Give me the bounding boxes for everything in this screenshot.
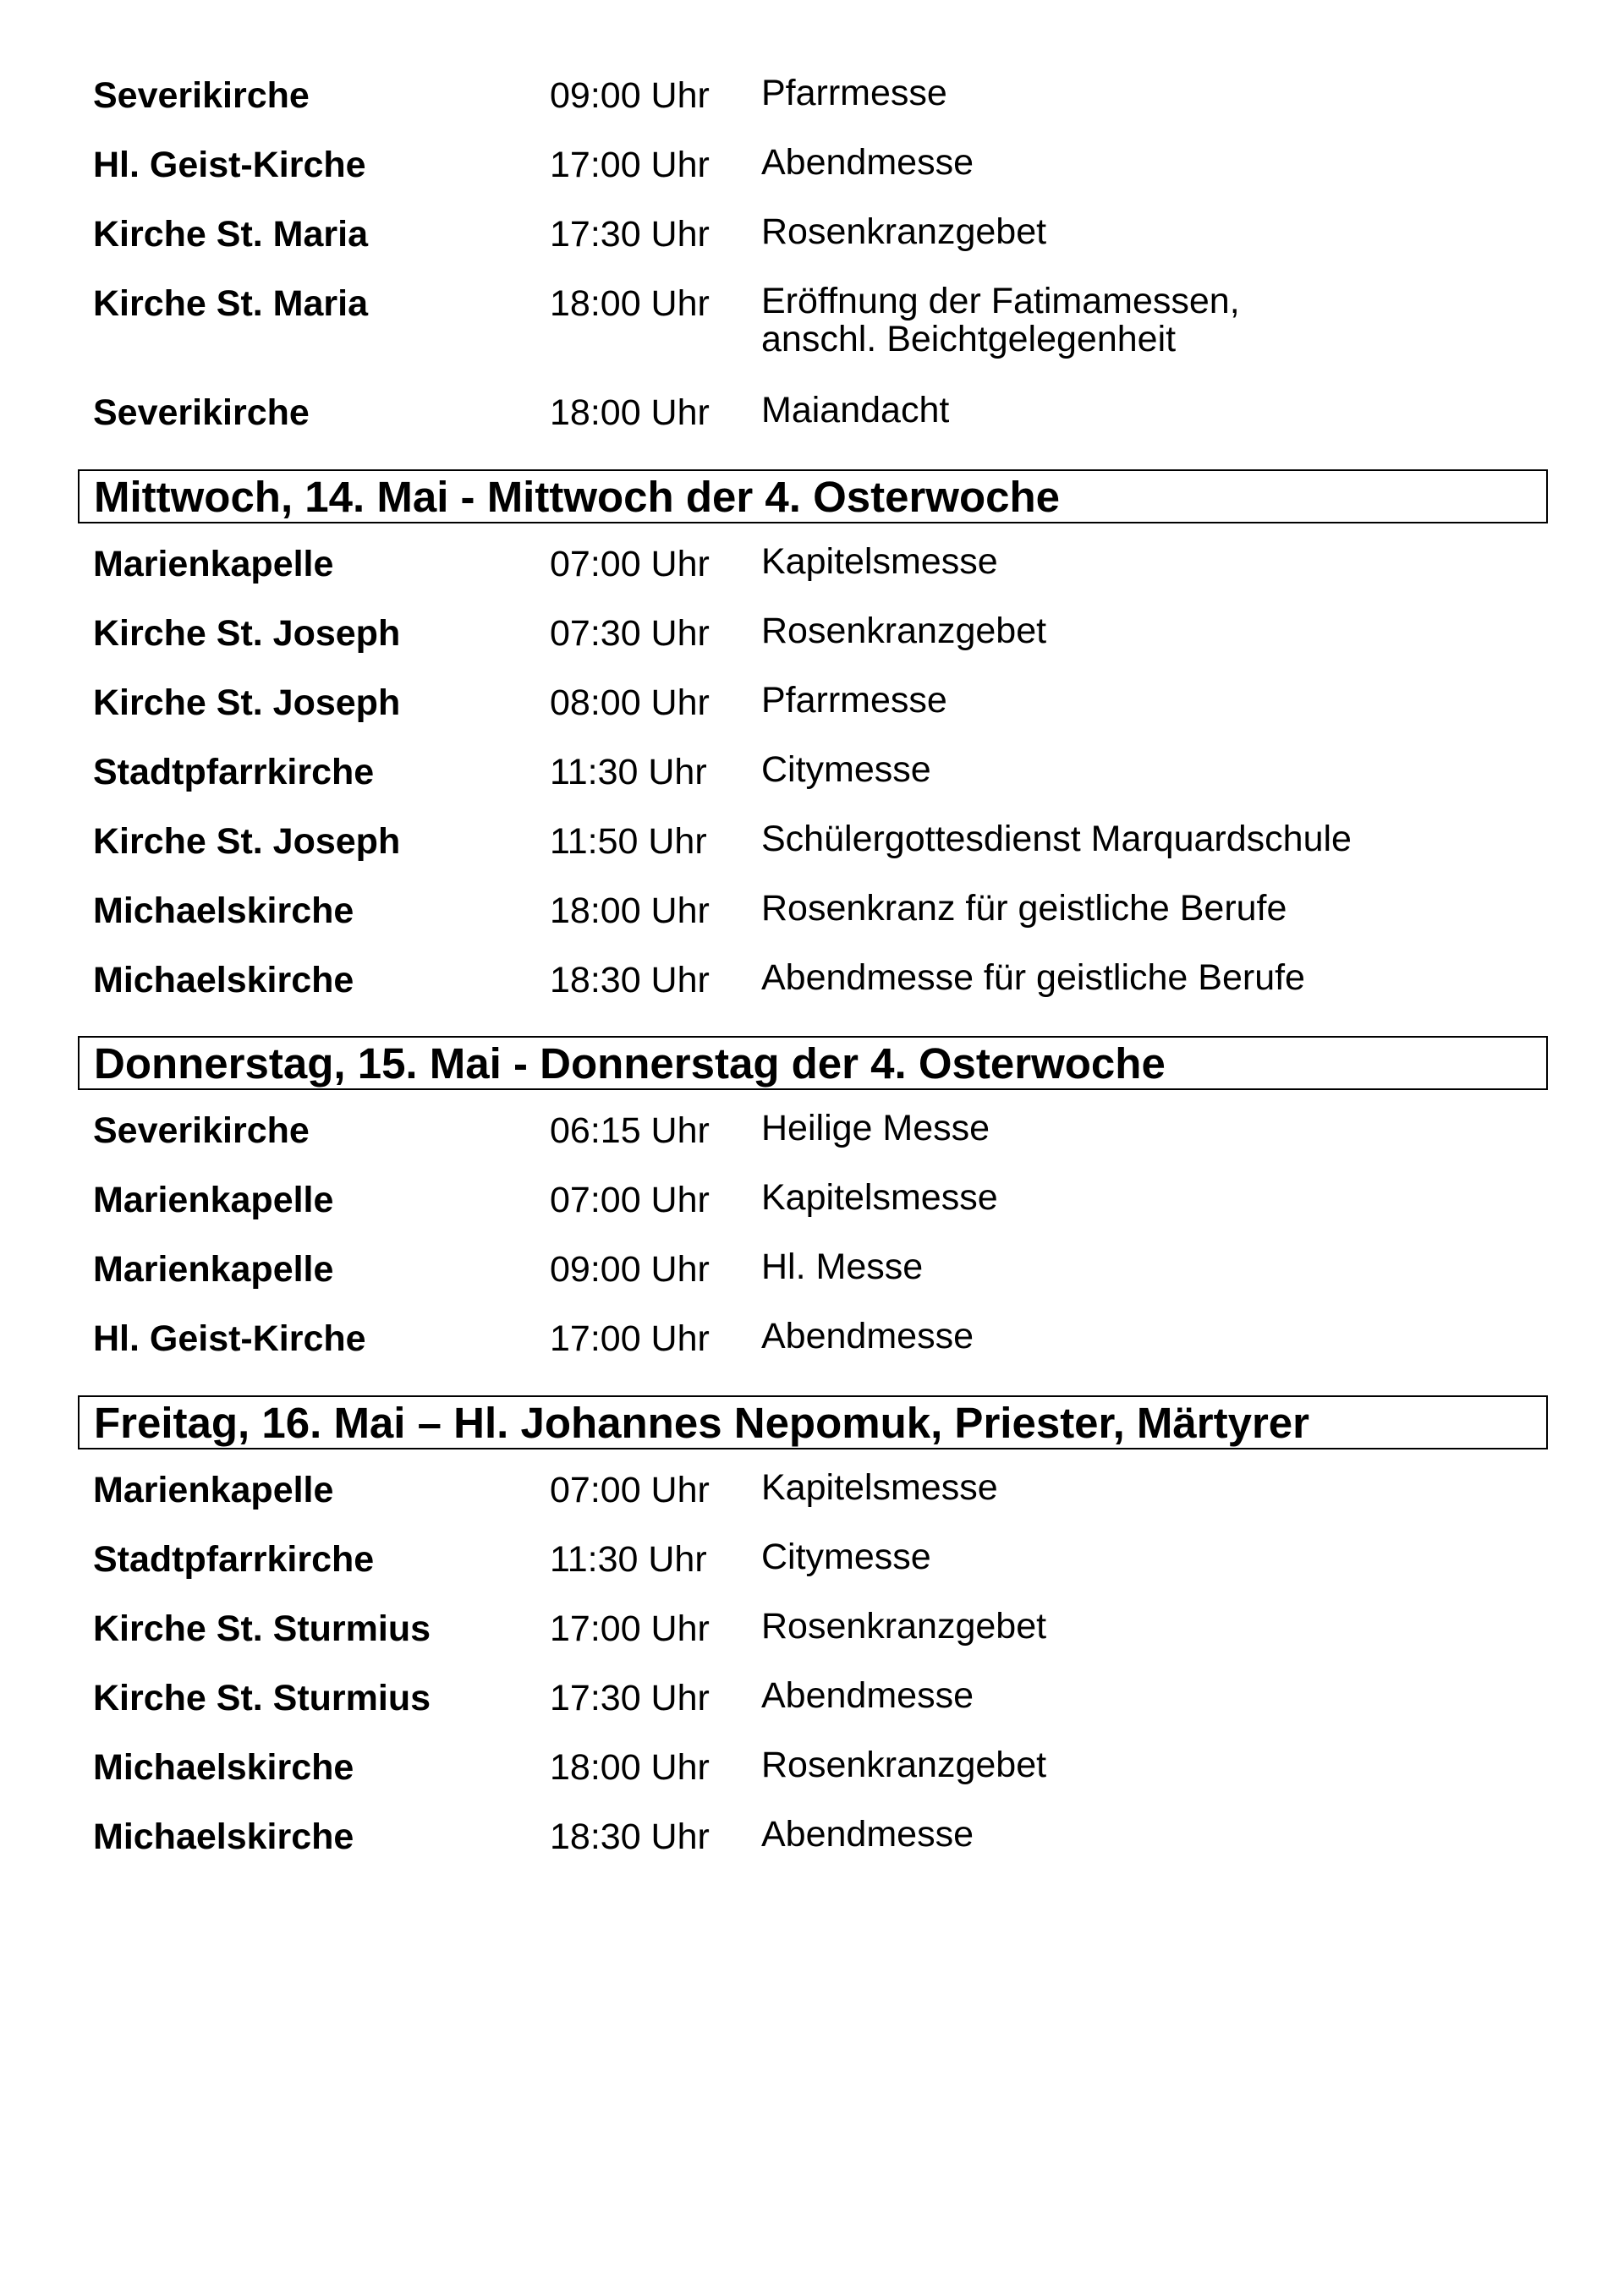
service-description: Citymesse bbox=[761, 1537, 931, 1577]
day-header: Mittwoch, 14. Mai - Mittwoch der 4. Osterwoche bbox=[78, 469, 1548, 523]
schedule-row bbox=[0, 612, 1624, 682]
service-description: Kapitelsmesse bbox=[761, 1177, 998, 1218]
service-description: Rosenkranz für geistliche Berufe bbox=[761, 888, 1287, 929]
church-name: Michaelskirche bbox=[93, 1747, 354, 1788]
service-description: Kapitelsmesse bbox=[761, 541, 998, 582]
service-time: 06:15 Uhr bbox=[550, 1110, 710, 1151]
church-name: Stadtpfarrkirche bbox=[93, 752, 375, 792]
service-description: Schülergottesdienst Marquardschule bbox=[761, 819, 1352, 859]
schedule-row bbox=[0, 1677, 1624, 1746]
service-description: Citymesse bbox=[761, 749, 931, 790]
schedule-row bbox=[0, 392, 1624, 461]
church-name: Michaelskirche bbox=[93, 890, 354, 931]
schedule-section-friday bbox=[0, 1469, 1624, 1885]
church-name: Marienkapelle bbox=[93, 544, 334, 584]
schedule-row bbox=[0, 144, 1624, 213]
service-time: 07:00 Uhr bbox=[550, 544, 710, 584]
service-time: 11:50 Uhr bbox=[550, 821, 707, 862]
service-time: 18:00 Uhr bbox=[550, 1747, 710, 1788]
day-header: Freitag, 16. Mai – Hl. Johannes Nepomuk, Priester, Märtyrer bbox=[78, 1395, 1548, 1449]
church-name: Kirche St. Joseph bbox=[93, 613, 401, 654]
church-name: Severikirche bbox=[93, 1110, 310, 1151]
service-description: Abendmesse bbox=[761, 142, 974, 183]
church-name: Severikirche bbox=[93, 392, 310, 433]
schedule-section-wednesday bbox=[0, 543, 1624, 1028]
schedule-row bbox=[0, 1318, 1624, 1387]
church-name: Kirche St. Joseph bbox=[93, 682, 401, 723]
service-description: Abendmesse bbox=[761, 1814, 974, 1855]
service-time: 18:00 Uhr bbox=[550, 392, 710, 433]
service-description: Heilige Messe bbox=[761, 1108, 990, 1148]
service-time: 18:00 Uhr bbox=[550, 890, 710, 931]
church-name: Michaelskirche bbox=[93, 960, 354, 1000]
church-name: Marienkapelle bbox=[93, 1249, 334, 1290]
schedule-row bbox=[0, 213, 1624, 282]
service-description: Eröffnung der Fatimamessen, anschl. Beichtgelegenheit bbox=[761, 281, 1240, 359]
schedule-row bbox=[0, 751, 1624, 820]
schedule-section-thursday bbox=[0, 1110, 1624, 1387]
service-time: 11:30 Uhr bbox=[550, 1539, 707, 1580]
church-name: Kirche St. Sturmius bbox=[93, 1678, 431, 1718]
service-description: Abendmesse für geistliche Berufe bbox=[761, 957, 1305, 998]
church-name: Kirche St. Maria bbox=[93, 214, 368, 255]
schedule-row bbox=[0, 959, 1624, 1028]
church-name: Kirche St. Maria bbox=[93, 283, 368, 324]
service-time: 17:00 Uhr bbox=[550, 1318, 710, 1359]
service-description: Pfarrmesse bbox=[761, 680, 947, 721]
schedule-row bbox=[0, 1469, 1624, 1538]
day-header: Donnerstag, 15. Mai - Donnerstag der 4. Osterwoche bbox=[78, 1036, 1548, 1090]
schedule-row bbox=[0, 1538, 1624, 1608]
schedule-row bbox=[0, 1746, 1624, 1816]
service-time: 08:00 Uhr bbox=[550, 682, 710, 723]
schedule-section-continued bbox=[0, 74, 1624, 461]
service-time: 07:00 Uhr bbox=[550, 1180, 710, 1220]
schedule-row bbox=[0, 890, 1624, 959]
service-time: 17:30 Uhr bbox=[550, 214, 710, 255]
church-name: Kirche St. Joseph bbox=[93, 821, 401, 862]
service-description: Rosenkranzgebet bbox=[761, 611, 1047, 651]
church-name: Severikirche bbox=[93, 75, 310, 116]
church-name: Hl. Geist-Kirche bbox=[93, 1318, 366, 1359]
service-time: 07:00 Uhr bbox=[550, 1470, 710, 1510]
schedule-row bbox=[0, 1608, 1624, 1677]
schedule-row bbox=[0, 682, 1624, 751]
service-description: Rosenkranzgebet bbox=[761, 211, 1047, 252]
service-description: Rosenkranzgebet bbox=[761, 1745, 1047, 1785]
service-time: 09:00 Uhr bbox=[550, 1249, 710, 1290]
church-name: Marienkapelle bbox=[93, 1180, 334, 1220]
service-time: 18:00 Uhr bbox=[550, 283, 710, 324]
schedule-row bbox=[0, 1110, 1624, 1179]
service-description: Maiandacht bbox=[761, 390, 950, 430]
schedule-row bbox=[0, 1248, 1624, 1318]
service-time: 11:30 Uhr bbox=[550, 752, 707, 792]
church-name: Kirche St. Sturmius bbox=[93, 1608, 431, 1649]
church-name: Marienkapelle bbox=[93, 1470, 334, 1510]
schedule-row bbox=[0, 543, 1624, 612]
church-name: Michaelskirche bbox=[93, 1817, 354, 1857]
service-time: 17:00 Uhr bbox=[550, 1608, 710, 1649]
schedule-row bbox=[0, 1816, 1624, 1885]
service-time: 17:00 Uhr bbox=[550, 145, 710, 185]
church-name: Stadtpfarrkirche bbox=[93, 1539, 375, 1580]
service-description: Rosenkranzgebet bbox=[761, 1606, 1047, 1647]
service-time: 07:30 Uhr bbox=[550, 613, 710, 654]
service-time: 18:30 Uhr bbox=[550, 960, 710, 1000]
church-name: Hl. Geist-Kirche bbox=[93, 145, 366, 185]
service-time: 17:30 Uhr bbox=[550, 1678, 710, 1718]
service-time: 18:30 Uhr bbox=[550, 1817, 710, 1857]
service-description: Pfarrmesse bbox=[761, 73, 947, 113]
service-description: Hl. Messe bbox=[761, 1247, 924, 1287]
schedule-row bbox=[0, 820, 1624, 890]
schedule-row bbox=[0, 282, 1624, 392]
schedule-row bbox=[0, 74, 1624, 144]
service-description: Abendmesse bbox=[761, 1316, 974, 1356]
schedule-row bbox=[0, 1179, 1624, 1248]
service-description: Kapitelsmesse bbox=[761, 1467, 998, 1508]
service-description: Abendmesse bbox=[761, 1675, 974, 1716]
service-time: 09:00 Uhr bbox=[550, 75, 710, 116]
